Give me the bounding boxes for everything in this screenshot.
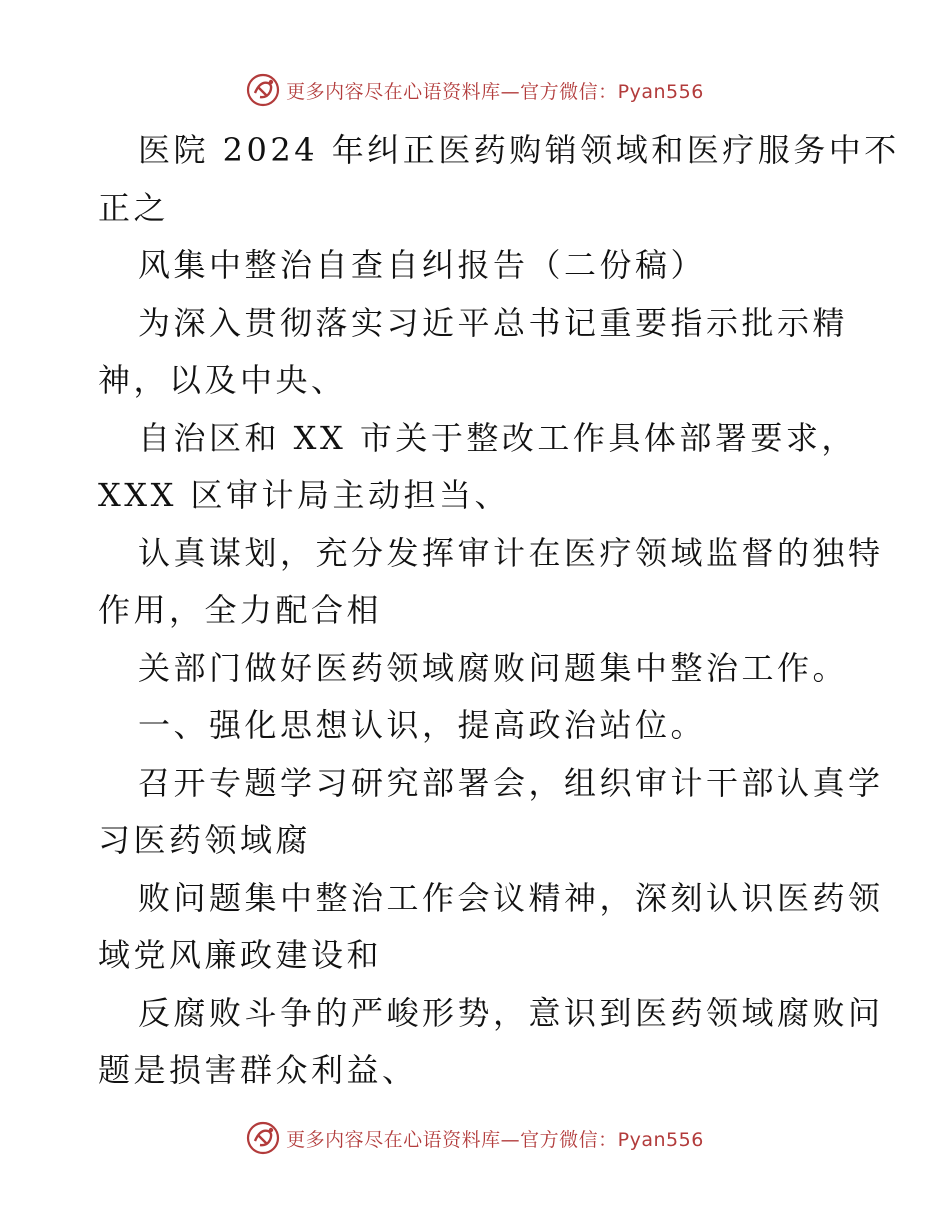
document-line: 败问题集中整治工作会议精神，深刻认识医药领 [138,878,884,917]
seal-logo-icon [246,73,280,107]
document-line: 正之 [98,188,170,227]
document-body [98,122,900,1100]
document-line: 神，以及中央、 [98,361,347,399]
document-line: 反腐败斗争的严峻形势，意识到医药领域腐败问 [138,993,884,1032]
document-line: 习医药领域腐 [98,821,312,859]
document-line: 为深入贯彻落实习近平总书记重要指示批示精 [138,303,849,342]
footer-banner [0,1118,950,1158]
document-line: 一、强化思想认识，提高政治站位。 [138,706,707,744]
document-line: 自治区和 XX 市关于整改工作具体部署要求， [138,418,857,457]
document-line: 域党风廉政建设和 [98,936,383,974]
document-line: 认真谋划，充分发挥审计在医疗领域监督的独特 [138,533,884,572]
document-line: 召开专题学习研究部署会，组织审计干部认真学 [138,763,884,802]
document-line: 风集中整治自查自纠报告（二份稿） [138,246,707,284]
document-line: XXX 区审计局主动担当、 [98,476,511,514]
header-banner [0,70,950,110]
document-line: 医院 2024 年纠正医药购销领域和医疗服务中不 [138,131,900,169]
banner-text: 更多内容尽在心语资料库—官方微信：Pyan556 [286,80,704,103]
document-line: 作用，全力配合相 [98,591,383,629]
banner-text: 更多内容尽在心语资料库—官方微信：Pyan556 [286,1128,704,1151]
document-line: 关部门做好医药领域腐败问题集中整治工作。 [138,648,849,687]
document-line: 题是损害群众利益、 [98,1051,418,1089]
seal-logo-icon [246,1121,280,1155]
